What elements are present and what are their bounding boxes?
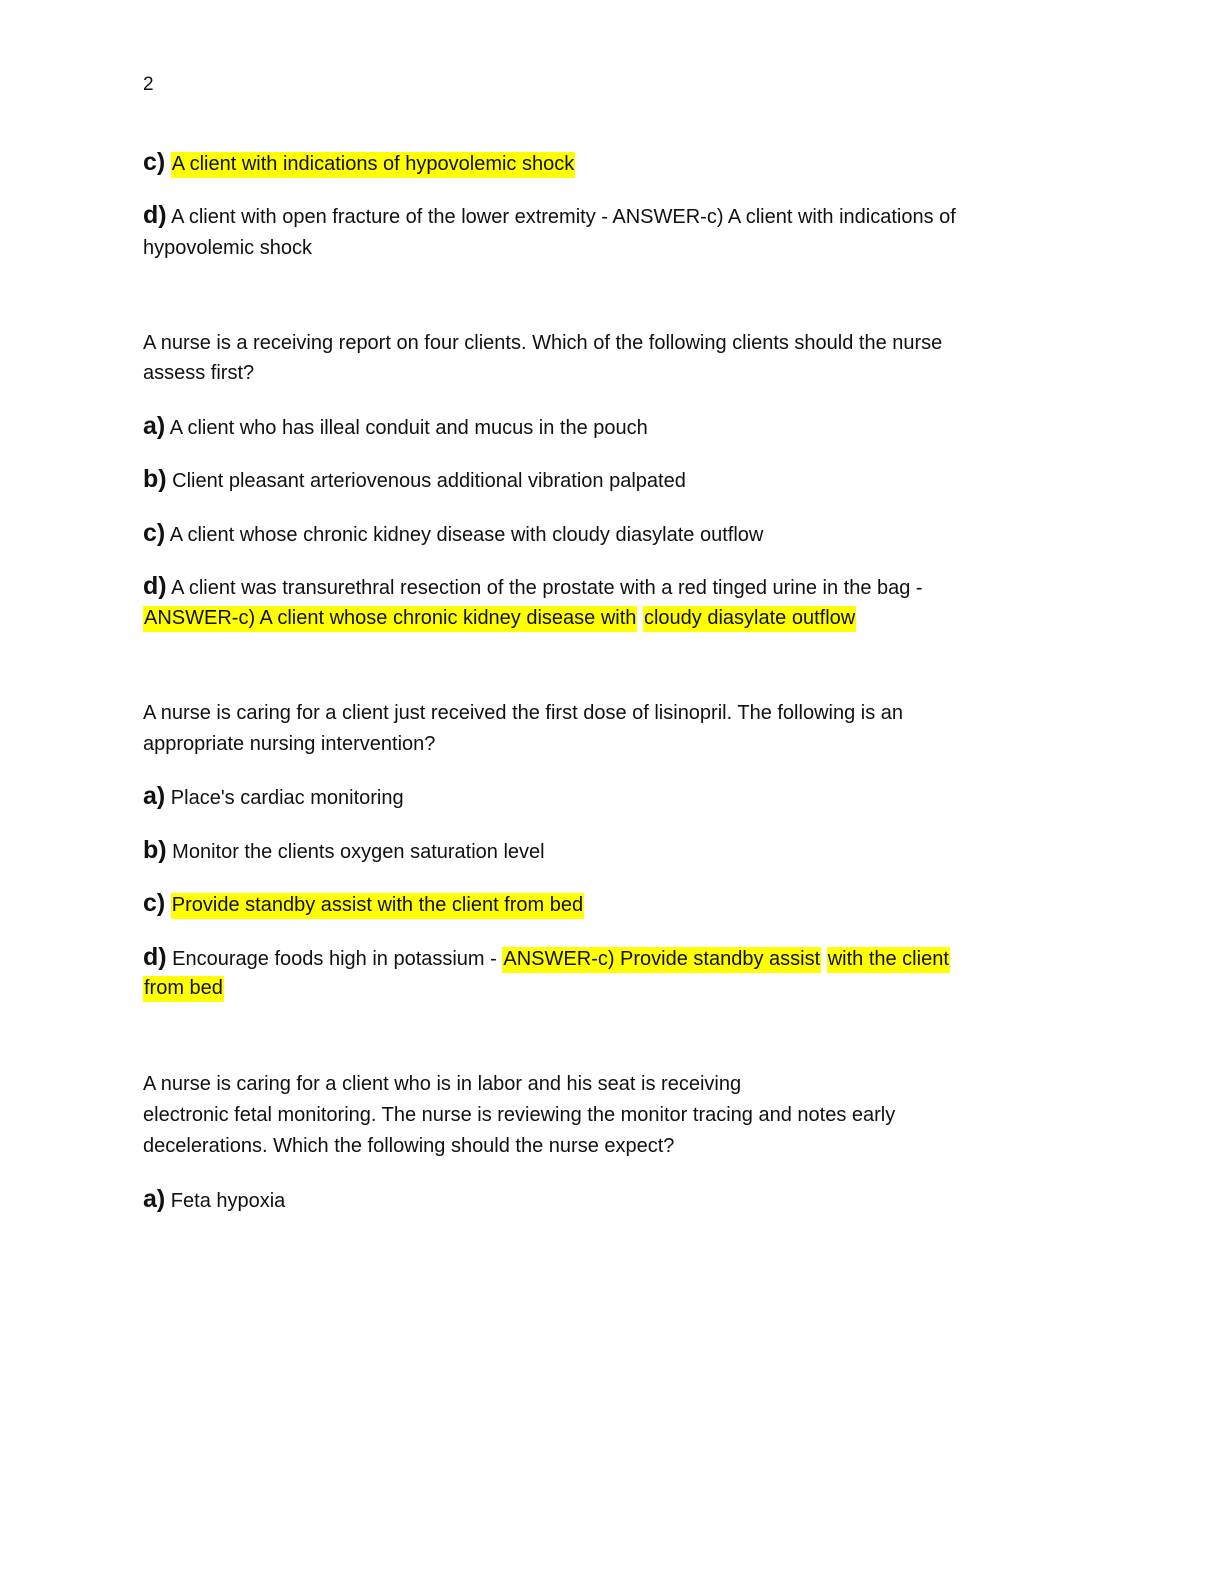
highlighted-answer: ANSWER-c) Provide standby assist [502, 947, 821, 973]
option-c-line [143, 147, 575, 179]
option-d-continuation: hypovolemic shock [143, 237, 312, 259]
highlighted-answer: cloudy diasylate outflow [643, 606, 856, 632]
question-stem: A nurse is caring for a client just received the first dose of lisinopril. The following is an [143, 702, 903, 724]
option-label: d) [143, 201, 167, 229]
option-text: Client pleasant arteriovenous additional vibration palpated [172, 470, 686, 492]
highlighted-answer: with the client [827, 947, 950, 973]
answer-continuation [143, 973, 224, 1003]
option-d-line [143, 942, 950, 974]
option-d-line [143, 571, 923, 603]
option-c-line [143, 888, 584, 920]
highlighted-answer: ANSWER-c) A client whose chronic kidney disease with [143, 606, 637, 632]
option-text: A client with open fracture of the lower extremity - ANSWER-c) A client with indications of [171, 206, 956, 228]
option-label: a) [143, 1185, 166, 1213]
option-text: Place's cardiac monitoring [170, 787, 404, 809]
option-c-line [143, 518, 763, 550]
question-stem-continuation: assess first? [143, 362, 255, 384]
question-stem-continuation: decelerations. Which the following should the nurse expect? [143, 1135, 675, 1157]
option-text: Monitor the clients oxygen saturation level [172, 841, 545, 863]
option-label: a) [143, 412, 166, 440]
option-text: A client who has illeal conduit and mucus in the pouch [169, 417, 648, 439]
option-label: c) [143, 889, 166, 917]
option-label: b) [143, 465, 167, 493]
highlighted-option-text: A client with indications of hypovolemic shock [171, 152, 575, 178]
highlighted-option-text: Provide standby assist with the client from bed [171, 893, 584, 919]
question-stem-continuation: appropriate nursing intervention? [143, 733, 436, 755]
option-a-line [143, 781, 404, 813]
option-text: Feta hypoxia [170, 1190, 286, 1212]
highlighted-answer: from bed [143, 976, 224, 1002]
option-label: b) [143, 836, 167, 864]
question-stem: A nurse is caring for a client who is in labor and his seat is receiving [143, 1073, 742, 1095]
option-label: c) [143, 148, 166, 176]
page-number: 2 [143, 74, 154, 95]
question-stem-continuation: electronic fetal monitoring. The nurse is reviewing the monitor tracing and notes early [143, 1104, 896, 1126]
option-a-line [143, 411, 648, 443]
option-a-line [143, 1184, 285, 1216]
option-label: a) [143, 782, 166, 810]
option-d-line [143, 200, 956, 232]
option-text: A client whose chronic kidney disease with cloudy diasylate outflow [169, 524, 764, 546]
option-label: d) [143, 943, 167, 971]
option-b-line [143, 835, 545, 867]
answer-line [143, 603, 856, 633]
option-label: d) [143, 572, 167, 600]
question-stem: A nurse is a receiving report on four clients. Which of the following clients should the nurse [143, 332, 943, 354]
option-label: c) [143, 519, 166, 547]
option-text: Encourage foods high in potassium - [172, 948, 497, 970]
option-text: A client was transurethral resection of the prostate with a red tinged urine in the bag - [171, 577, 923, 599]
option-b-line [143, 464, 686, 496]
